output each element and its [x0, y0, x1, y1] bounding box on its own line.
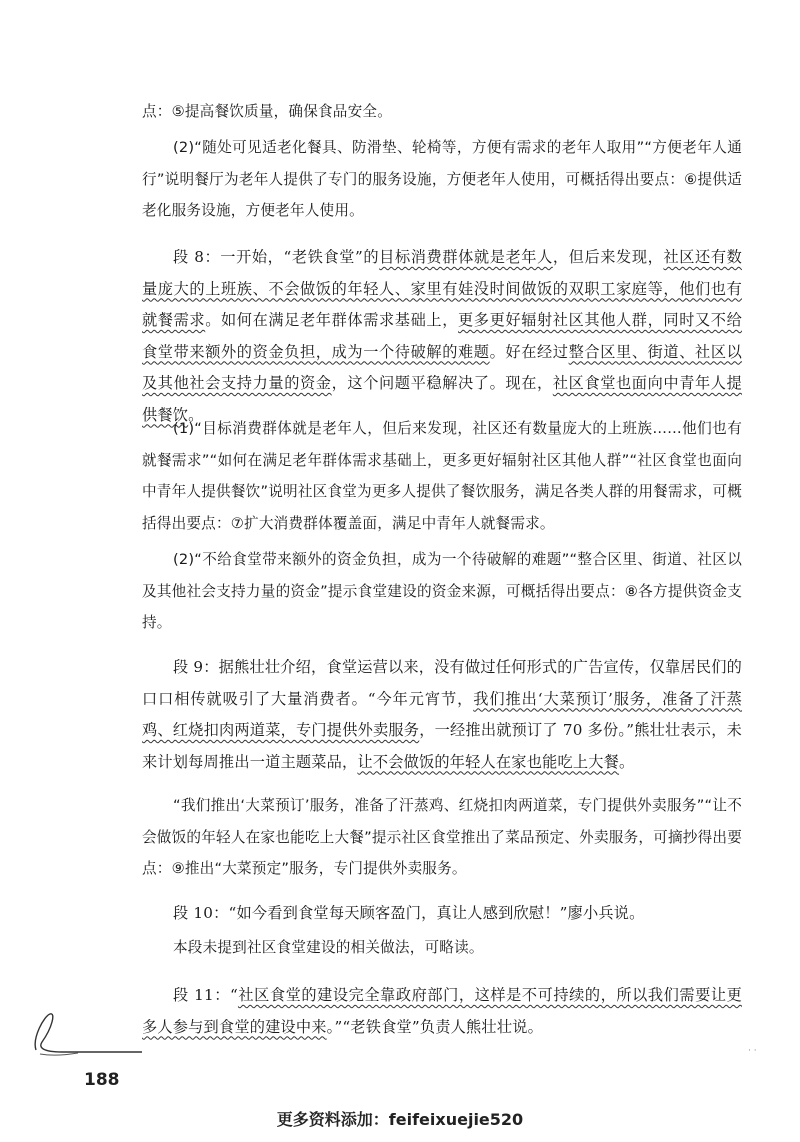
text-segment: 。 [188, 405, 204, 424]
paragraph-analysis-section-8-2 [142, 544, 742, 639]
paragraph-analysis-2 [142, 132, 742, 227]
underlined-segment: 更多更好辐射社区其他人群，同时又不给食堂带来额外的资金负担，成为一个待破解的难题 [142, 311, 742, 361]
paragraph-text: 本段未提到社区食堂建设的相关做法，可略读。 [173, 939, 484, 956]
text-segment: 。 [619, 752, 635, 771]
text-segment: 段 8：一开始，“老铁食堂”的 [173, 248, 380, 266]
paragraph-point-5 [142, 96, 742, 128]
text-segment: 段 9：据熊壮壮介绍，食堂运营以来，没有做过任何形式的广告宣传，仅靠居民们的口口相传就吸引了大量消费者。“今年元宵节， [142, 658, 742, 708]
text-segment: ，一经推出就预订了 70 多份。”熊壮壮表示，未来计划每周推出一道主题菜品， [142, 721, 742, 771]
page-number: 188 [84, 1070, 120, 1090]
paragraph-analysis-section-9 [142, 790, 742, 885]
underlined-segment: 社区还有数量庞大的上班族、不会做饭的年轻人、家里有娃没时间做饭的双职工家庭等，他们也有就餐需求 [142, 248, 742, 329]
paragraph-text: 点：⑤提高餐饮质量，确保食品安全。 [142, 103, 392, 120]
paragraph-text: (1)“目标消费群体就是老年人，但后来发现，社区还有数量庞大的上班族……他们也有就餐需求”“如何在满足老年群体需求基础上，更多更好辐射社区其他人群”“社区食堂也面向中青年人提供餐饮”说明社区食堂为更多人提供了餐饮服务，满足各类人群的用餐需求，可概括得出要点：⑦扩大消费群体覆盖面，满足中青年人就餐需求。 [142, 420, 742, 532]
underlined-segment: 社区食堂也面向中青年人提供餐饮 [142, 374, 742, 424]
text-segment: ，但后来发现， [552, 248, 664, 266]
text-segment: 段 11：“ [173, 986, 238, 1004]
paragraph-section-10 [142, 898, 742, 930]
paragraph-text: 段 10：“如今看到食堂每天顾客盈门，真让人感到欣慰！”廖小兵说。 [173, 904, 645, 922]
paragraph-section-11 [142, 980, 742, 1043]
text-segment: 。”“老铁食堂”负责人熊壮壮说。 [326, 1017, 543, 1036]
underlined-segment: 让不会做饭的年轻人在家也能吃上大餐 [357, 752, 620, 771]
paragraph-text: (2)“不给食堂带来额外的资金负担，成为一个待破解的难题”“整合区里、街道、社区以及其他社会支持力量的资金”提示食堂建设的资金来源，可概括得出要点：⑧各方提供资金支持。 [142, 551, 742, 631]
paragraph-analysis-section-10 [142, 932, 742, 964]
text-segment: 。好在经过 [489, 342, 569, 361]
text-segment: ，这个问题平稳解决了。现在， [331, 374, 553, 392]
paragraph-text: “我们推出‘大菜预订’服务，准备了汗蒸鸡、红烧扣肉两道菜，专门提供外卖服务”“让不会做饭的年轻人在家也能吃上大餐”提示社区食堂推出了菜品预定、外卖服务，可摘抄得出要点：⑨推出“大菜预定”服务，专门提供外卖服务。 [142, 797, 742, 877]
text-segment: 。如何在满足老年群体需求基础上， [205, 311, 458, 329]
underlined-segment: 我们推出‘大菜预订’服务，准备了汗蒸鸡、红烧扣肉两道菜，专门提供外卖服务 [142, 689, 742, 739]
underlined-segment: 目标消费群体就是老年人 [379, 248, 553, 266]
footer-contact-note: 更多资料添加：feifeixuejie520 [276, 1110, 524, 1129]
paragraph-text: (2)“随处可见适老化餐具、防滑垫、轮椅等，方便有需求的老年人取用”“方便老年人通行”说明餐厅为老年人提供了专门的服务设施，方便老年人使用，可概括得出要点：⑥提供适老化服务设施，方便老年人使用。 [142, 139, 742, 219]
paragraph-analysis-section-8-1 [142, 413, 742, 539]
scan-noise: · · [748, 1046, 757, 1056]
paragraph-section-9 [142, 652, 742, 778]
pen-note-icon [22, 1008, 172, 1058]
underlined-segment: 社区食堂的建设完全靠政府部门，这样是不可持续的，所以我们需要让更多人参与到食堂的建设中来 [142, 986, 742, 1036]
paragraph-section-8 [142, 242, 742, 431]
underlined-segment: 整合区里、街道、社区以及其他社会支持力量的资金 [142, 342, 743, 392]
